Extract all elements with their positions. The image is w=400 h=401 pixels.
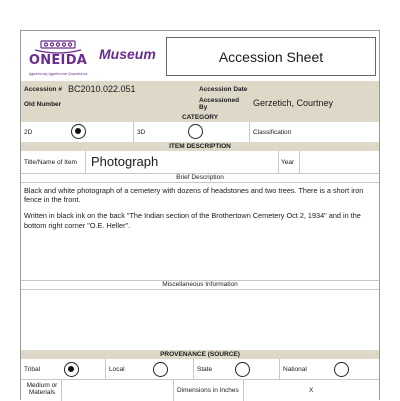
accession-sheet <box>20 30 380 400</box>
category-3d-radio[interactable] <box>188 124 203 139</box>
year-label: Year <box>281 159 295 166</box>
divider <box>249 122 250 142</box>
divider <box>299 151 300 173</box>
divider <box>105 359 106 379</box>
logo-wordmark: ONEIDA <box>28 53 88 68</box>
provenance-tribal-radio[interactable] <box>64 362 79 377</box>
misc-information-label: Miscellaneous Information <box>162 281 238 288</box>
brief-description-label: Brief Description <box>176 174 224 181</box>
dimensions-separator: X <box>309 387 314 394</box>
provenance-local-label: Local <box>109 366 125 373</box>
medium-materials-label: Medium or Materials <box>26 382 58 396</box>
provenance-national-radio[interactable] <box>334 362 349 377</box>
divider <box>21 182 379 183</box>
divider <box>278 151 279 173</box>
header-logo-area <box>21 31 166 81</box>
title-name-value[interactable]: Photograph <box>91 154 159 169</box>
sheet-title-text: Accession Sheet <box>218 48 324 65</box>
oneida-logo <box>23 35 93 81</box>
divider <box>61 379 62 401</box>
provenance-local-radio[interactable] <box>153 362 168 377</box>
item-description-heading: ITEM DESCRIPTION <box>21 142 379 151</box>
museum-label: Museum <box>99 46 156 62</box>
category-3d-label: 3D <box>137 129 146 136</box>
provenance-state-radio[interactable] <box>235 362 250 377</box>
dimensions-label: Dimensions in Inches <box>177 387 239 394</box>
divider <box>243 379 244 401</box>
divider <box>279 359 280 379</box>
provenance-tribal-label: Tribal <box>24 366 41 373</box>
divider <box>21 379 379 380</box>
sheet-title <box>166 37 376 76</box>
accession-number-value[interactable]: BC2010.022.051 <box>68 84 136 94</box>
accession-number-label: Accession # <box>24 86 62 93</box>
brief-description-paragraph: Black and white photograph of a cemetery with dozens of headstones and two trees. There is a short iron fence in the front. <box>24 186 364 205</box>
category-2d-label: 2D <box>24 129 33 136</box>
provenance-national-label: National <box>283 366 307 373</box>
divider <box>193 359 194 379</box>
provenance-state-label: State <box>197 366 213 373</box>
old-number-label: Old Number <box>24 101 62 108</box>
category-2d-radio[interactable] <box>71 124 86 139</box>
logo-tagline: Ągwehu:we̲ Ągwehu:we Ǫnyota'a:ka <box>28 72 88 76</box>
classification-label: Classification <box>253 129 292 136</box>
category-heading: CATEGORY <box>21 113 379 122</box>
provenance-heading: PROVENANCE (SOURCE) <box>21 350 379 359</box>
accessioned-by-value[interactable]: Gerzetich, Courtney <box>253 98 334 108</box>
divider <box>21 289 379 290</box>
brief-description-paragraph: Written in black ink on the back "The Indian section of the Brothertown Cemetery Oct 2, 1934" and in the bottom right corner "O.E. Heller". <box>24 211 361 230</box>
divider <box>173 379 174 401</box>
accession-date-label: Accession Date <box>199 86 248 93</box>
divider <box>85 151 86 173</box>
divider <box>133 122 134 142</box>
title-name-label: Title/Name of Item <box>24 159 77 166</box>
brief-description-text[interactable] <box>24 186 376 237</box>
accessioned-by-label: Accessioned By <box>199 97 240 111</box>
